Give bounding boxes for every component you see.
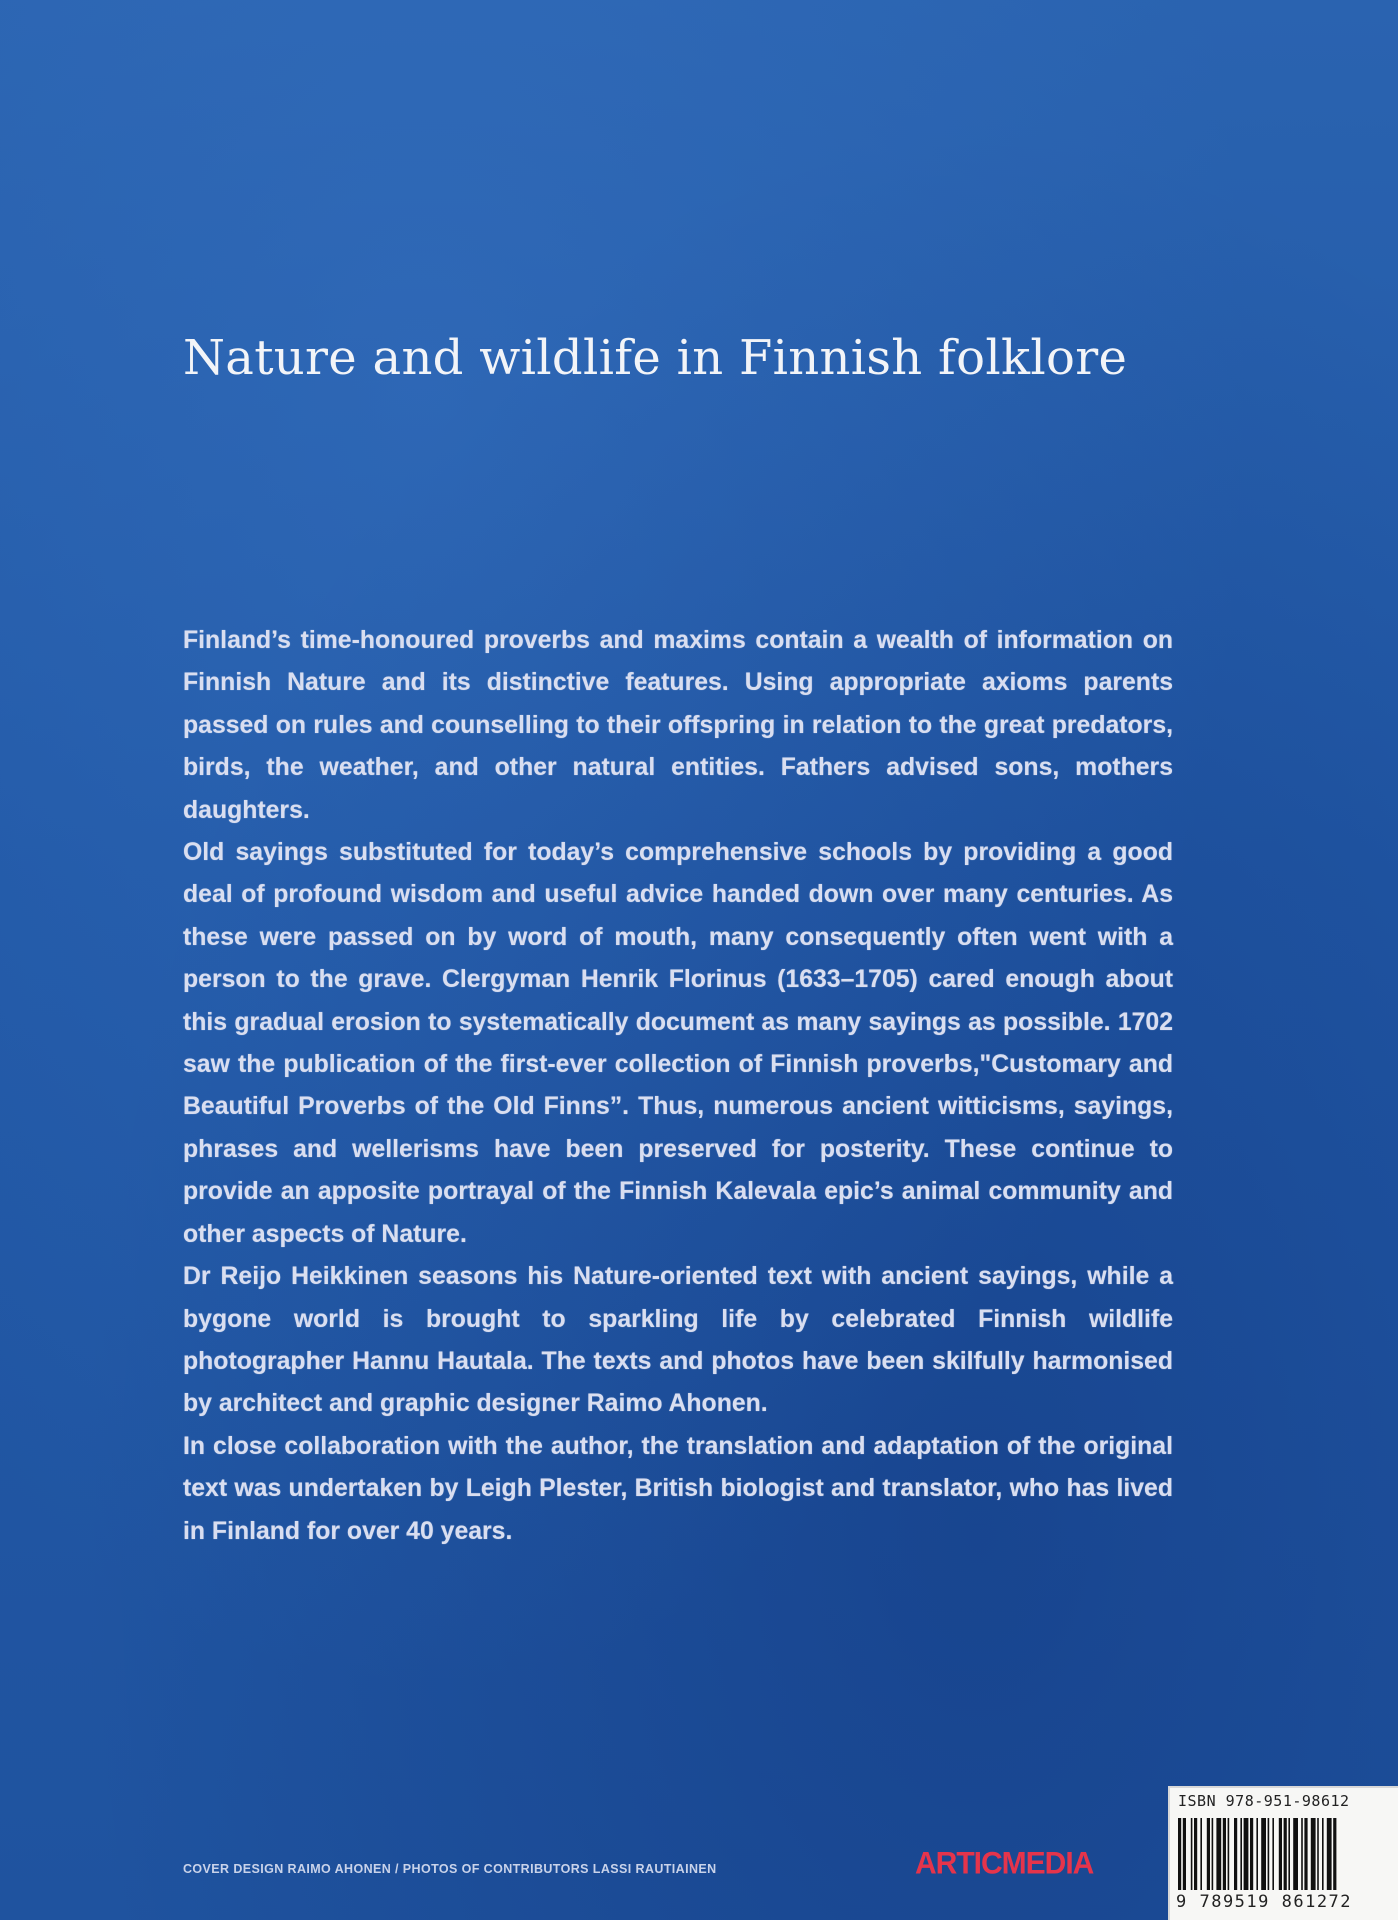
ean-digits: 9 789519 861272 [1176,1892,1353,1912]
blurb-paragraph-4: In close collaboration with the author, the translation and adaptation of the original text was undertaken by Leigh Plester, British biologist and translator, who has lived in Finland for over 40 years. [183,1432,1173,1545]
blurb-text [183,620,1173,1553]
barcode-icon [1178,1818,1398,1890]
blurb-paragraph-2: Old sayings substituted for today’s comprehensive schools by providing a good deal of profound wisdom and useful advice handed down over many centuries. As these were passed on by word of mouth, many consequently often went with a person to the grave. Clergyman Henrik Florinus (1633–1705) cared enough about this gradual erosion to systematically document as many sayings as possible. 1702 saw the publication of the first-ever collection of Finnish proverbs,"Customary and Beautiful Proverbs of the Old Finns”. Thus, numerous ancient witticisms, sayings, phrases and wellerisms have been preserved for posterity. These continue to provide an apposite portrayal of the Finnish Kalevala epic’s animal community and other aspects of Nature. [183,839,1173,1248]
isbn-barcode-panel [1168,1786,1398,1920]
cover-title: Nature and wildlife in Finnish folklore [183,330,1128,386]
publisher-logo: ARTICMEDIA [915,1846,1094,1881]
blurb-paragraph-1: Finland’s time-honoured proverbs and maxims contain a wealth of information on Finnish Nature and its distinctive features. Using appropriate axioms parents passed on rules and counselling to their offspring in relation to the great predators, birds, the weather, and other natural entities. Fathers advised sons, mothers daughters. [183,627,1173,824]
cover-credits: COVER DESIGN RAIMO AHONEN / PHOTOS OF CONTRIBUTORS LASSI RAUTIAINEN [183,1862,717,1876]
isbn-label: ISBN 978-951-98612 [1178,1792,1350,1810]
blurb-paragraph-3: Dr Reijo Heikkinen seasons his Nature-oriented text with ancient sayings, while a bygone world is brought to sparkling life by celebrated Finnish wildlife photographer Hannu Hautala. The texts and photos have been skilfully harmonised by architect and graphic designer Raimo Ahonen. [183,1263,1173,1418]
